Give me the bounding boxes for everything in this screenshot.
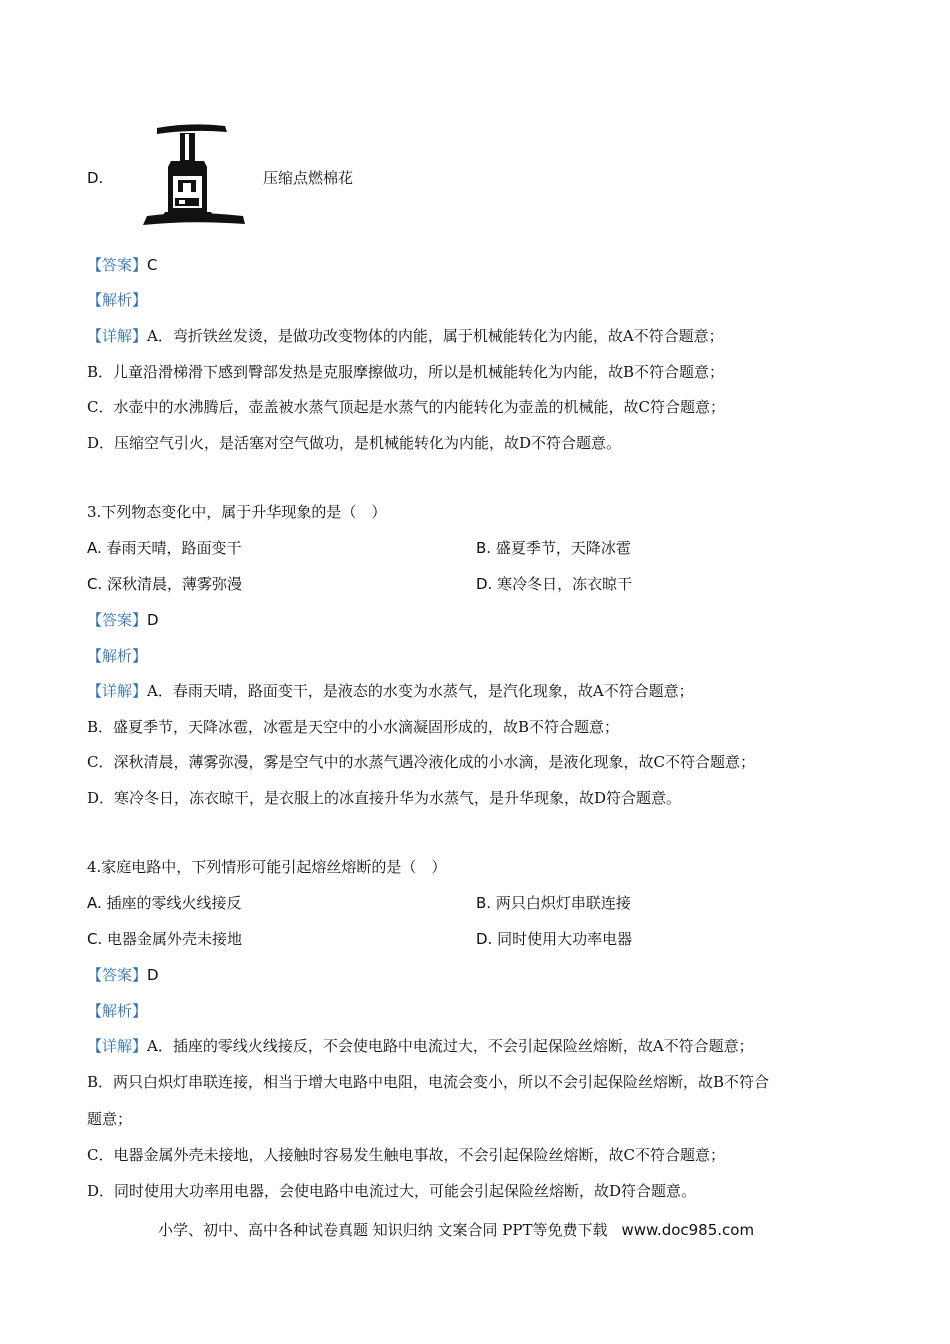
answer-tag: 【答案】 [87,966,148,984]
option-letter: D. [476,575,493,593]
q3-option-a [87,538,242,558]
piston-cylinder-apparatus-icon [135,122,250,228]
footer-text: 小学、初中、高中各种试卷真题 知识归纳 文案合同 PPT等免费下载 [158,1221,608,1239]
q3-option-d [476,574,632,594]
q2-analysis-tag: 【解析】 [87,291,148,309]
q4-stem: 4.家庭电路中，下列情形可能引起熔丝熔断的是（ ） [87,858,447,876]
option-letter: C. [87,575,103,593]
q4-detail-line: 题意； [87,1110,133,1128]
q2-detail-line: B．儿童沿滑梯滑下感到臀部发热是克服摩擦做功，所以是机械能转化为内能，故B不符合题意； [87,363,725,381]
q3-detail-line: C．深秋清晨，薄雾弥漫，雾是空气中的水蒸气遇冷液化成的小水滴，是液化现象，故C不符合题意； [87,753,755,771]
q3-stem: 3.下列物态变化中，属于升华现象的是（ ） [87,503,387,521]
detail-tag: 【详解】 [87,1037,148,1055]
q3-detail-line: B．盛夏季节，天降冰雹，冰雹是天空中的小水滴凝固形成的，故B不符合题意； [87,718,620,736]
option-text: 深秋清晨，薄雾弥漫 [107,575,243,593]
q4-answer [87,965,159,985]
option-text: 同时使用大功率电器 [497,930,633,948]
option-text: 两只白炽灯串联连接 [495,894,631,912]
option-text: 电器金属外壳未接地 [107,930,243,948]
page-footer [158,1219,754,1240]
detail-tag: 【详解】 [87,327,148,345]
q2-option-d-letter: D. [87,169,104,187]
detail-tag: 【详解】 [87,682,148,700]
q4-detail-line: C．电器金属外壳未接地，人接触时容易发生触电事故，不会引起保险丝熔断，故C不符合题意； [87,1146,725,1164]
option-letter: D. [476,930,493,948]
q4-option-b [476,893,631,913]
q2-option-d-caption: 压缩点燃棉花 [263,169,354,187]
answer-tag: 【答案】 [87,256,148,274]
detail-text: A．插座的零线火线接反，不会使电路中电流过大，不会引起保险丝熔断，故A不符合题意； [147,1037,754,1055]
q3-analysis-tag: 【解析】 [87,647,148,665]
q4-detail-line: D．同时使用大功率用电器，会使电路中电流过大，可能会引起保险丝熔断，故D符合题意。 [87,1182,697,1200]
option-text: 春雨天晴，路面变干 [106,539,242,557]
q3-option-c [87,574,242,594]
q3-detail-line [87,681,694,701]
q2-detail-line: D．压缩空气引火，是活塞对空气做功，是机械能转化为内能，故D不符合题意。 [87,434,622,452]
option-letter: A. [87,539,102,557]
q4-detail-line: B．两只白炽灯串联连接，相当于增大电路中电阻，电流会变小，所以不会引起保险丝熔断，故B不符合 [87,1073,770,1091]
q2-detail-line: C．水壶中的水沸腾后，壶盖被水蒸气顶起是水蒸气的内能转化为壶盖的机械能，故C符合题意； [87,398,725,416]
option-letter: A. [87,894,102,912]
option-text: 插座的零线火线接反 [106,894,242,912]
answer-tag: 【答案】 [87,611,148,629]
q3-detail-line: D．寒冷冬日，冻衣晾干，是衣服上的冰直接升华为水蒸气，是升华现象，故D符合题意。 [87,789,682,807]
q3-answer [87,610,159,630]
option-text: 寒冷冬日，冻衣晾干 [497,575,633,593]
q4-option-d [476,929,632,949]
q2-detail-line [87,326,724,346]
q4-option-a [87,893,242,913]
q4-option-c [87,929,242,949]
option-letter: C. [87,930,103,948]
footer-url-link[interactable]: www.doc985.com [621,1221,755,1239]
answer-value: D [147,966,159,984]
q2-answer [87,255,158,275]
option-letter: B. [476,539,492,557]
q3-option-b [476,538,631,558]
option-letter: B. [476,894,492,912]
answer-value: C [147,256,158,274]
detail-text: A．弯折铁丝发烫，是做功改变物体的内能，属于机械能转化为内能，故A不符合题意； [147,327,724,345]
option-text: 盛夏季节，天降冰雹 [495,539,631,557]
q4-detail-line [87,1036,754,1056]
answer-value: D [147,611,159,629]
detail-text: A．春雨天晴，路面变干，是液态的水变为水蒸气，是汽化现象，故A不符合题意； [147,682,694,700]
q4-analysis-tag: 【解析】 [87,1002,148,1020]
